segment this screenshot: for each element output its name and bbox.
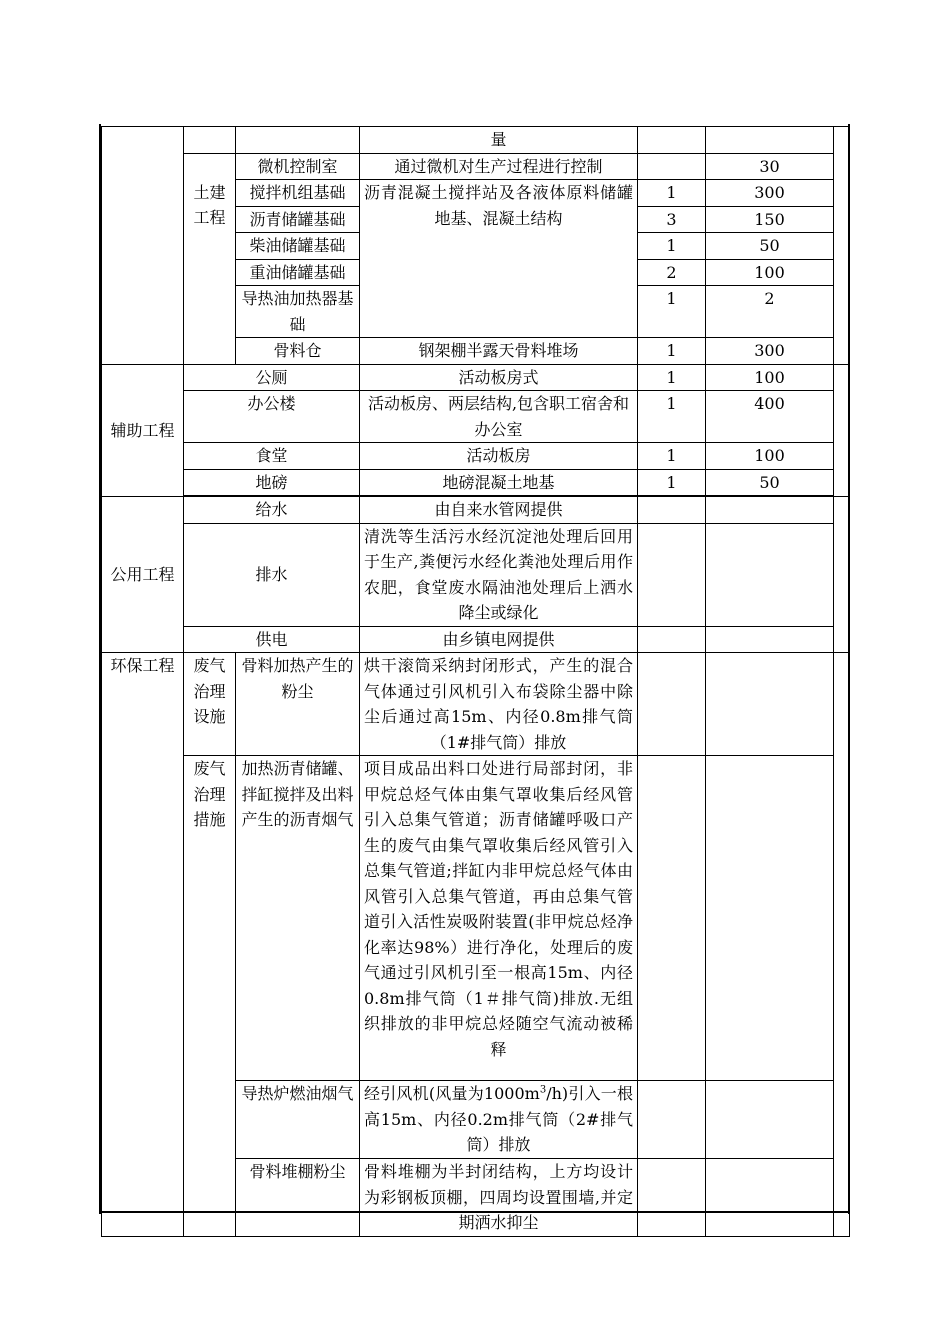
category-cell-main-continued [102,127,184,365]
table-row [102,391,850,443]
item-cell: 微机控制室 [236,153,360,180]
item-cell: 排水 [184,523,360,626]
item-cell: 加热沥青储罐、拌缸搅拌及出料产生的沥青烟气 [236,756,360,1081]
qty-cell: 1 [638,364,706,391]
desc-cell: 活动板房式 [360,364,638,391]
item-cell: 供电 [184,626,360,653]
item-cell: 食堂 [184,443,360,470]
desc-cell: 沥青混凝土搅拌站及各液体原料储罐地基、混凝土结构 [360,180,638,338]
table-row [102,364,850,391]
item-cell: 导热炉燃油烟气 [236,1081,360,1159]
qty-cell: 1 [638,338,706,365]
table-row [102,153,850,180]
qty-cell: 1 [638,286,706,338]
desc-cell: 钢架棚半露天骨料堆场 [360,338,638,365]
area-cell: 2 [706,286,834,338]
item-cell-empty [236,127,360,154]
category-cell-env: 环保工程 [102,653,184,1237]
qty-cell: 1 [638,391,706,443]
desc-cell: 活动板房 [360,443,638,470]
area-cell: 150 [706,206,834,233]
item-cell: 地磅 [184,469,360,496]
qty-cell: 2 [638,259,706,286]
category-cell-public: 公用工程 [102,497,184,653]
desc-cell: 通过微机对生产过程进行控制 [360,153,638,180]
subcategory-cell: 废气治理设施 [184,653,236,756]
area-cell: 300 [706,180,834,207]
item-cell: 柴油储罐基础 [236,233,360,260]
area-cell: 100 [706,443,834,470]
qty-cell: 1 [638,233,706,260]
category-cell-auxiliary: 辅助工程 [102,364,184,497]
item-cell: 办公楼 [184,391,360,443]
subcategory-cell-empty [184,127,236,154]
table-row [102,127,850,154]
desc-cell: 骨料堆棚为半封闭结构，上方均设计为彩钢板顶棚，四周均设置围墙,并定期洒水抑尘 [360,1159,638,1237]
desc-cell: 由乡镇电网提供 [360,626,638,653]
desc-cell: 清洗等生活污水经沉淀池处理后回用于生产,粪便污水经化粪池处理后用作农肥，食堂废水隔油池处理后上洒水降尘或绿化 [360,523,638,626]
qty-cell: 1 [638,180,706,207]
item-cell: 骨料仓 [236,338,360,365]
qty-cell [638,153,706,180]
qty-cell: 3 [638,206,706,233]
subcategory-cell: 废气治理措施 [184,756,236,1237]
desc-cell: 量 [360,127,638,154]
item-cell: 搅拌机组基础 [236,180,360,207]
table-row [102,497,850,524]
desc-cell: 烘干滚筒采纳封闭形式，产生的混合气体通过引风机引入布袋除尘器中除尘后通过高15m、内径0.8m排气筒（1#排气筒）排放 [360,653,638,756]
qty-cell: 1 [638,469,706,496]
area-cell: 50 [706,233,834,260]
area-cell: 400 [706,391,834,443]
item-cell: 沥青储罐基础 [236,206,360,233]
table-row [102,756,850,1081]
table-row [102,443,850,470]
project-composition-table [101,126,850,1237]
desc-cell: 经引风机(风量为$1000m^3/h$)引入一根高15m、内径0.2m排气筒（2#排气筒）排放 [360,1081,638,1159]
table-row [102,469,850,496]
desc-cell: 由自来水管网提供 [360,497,638,524]
item-cell: 公厕 [184,364,360,391]
area-cell: 100 [706,364,834,391]
item-cell: 重油储罐基础 [236,259,360,286]
qty-cell: 1 [638,443,706,470]
table-row [102,523,850,626]
desc-cell: 活动板房、两层结构,包含职工宿舍和办公室 [360,391,638,443]
area-cell: 50 [706,469,834,496]
area-cell: 100 [706,259,834,286]
subcategory-cell-civil: 土建工程 [184,153,236,364]
item-cell: 导热油加热器基础 [236,286,360,338]
area-cell: 300 [706,338,834,365]
item-cell: 骨料堆棚粉尘 [236,1159,360,1237]
item-cell: 给水 [184,497,360,524]
item-cell: 骨料加热产生的粉尘 [236,653,360,756]
table-row [102,653,850,756]
desc-cell: 地磅混凝土地基 [360,469,638,496]
table-row [102,626,850,653]
desc-cell: 项目成品出料口处进行局部封闭，非甲烷总烃气体由集气罩收集后经风管引入总集气管道；沥青储罐呼吸口产生的废气由集气罩收集后经风管引入总集气管道;拌缸内非甲烷总烃气体由风管引入总集气管道，再由总集气管道引入活性炭吸附装置(非甲烷总烃净化率达98%）进行净化，处理后的废气通过引风机引至一根高15m、内径0.8m排气筒（1＃排气筒)排放.无组织排放的非甲烷总烃随空气流动被稀释 [360,756,638,1081]
area-cell: 30 [706,153,834,180]
